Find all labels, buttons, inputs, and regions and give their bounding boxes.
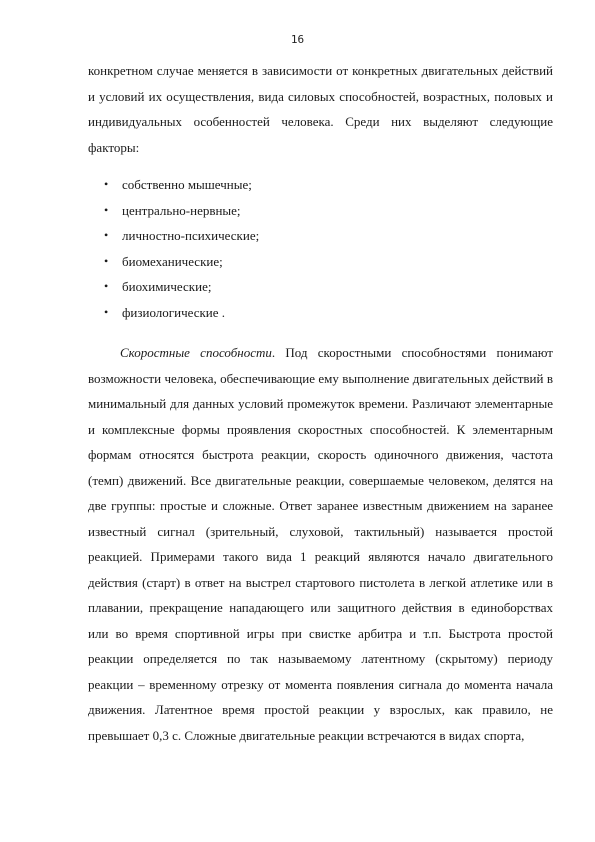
bullet-icon: •: [104, 279, 109, 293]
page-number: 16: [290, 33, 305, 46]
bullet-icon: •: [104, 177, 109, 191]
list-item: [104, 249, 259, 275]
list-item-text: личностно-психические;: [122, 228, 260, 243]
speed-lead-in: Скоростные способности: [120, 345, 272, 360]
factors-list: [104, 172, 259, 325]
bullet-icon: •: [104, 202, 109, 217]
list-item: [104, 300, 259, 326]
list-item: [104, 223, 259, 249]
list-item: [104, 274, 259, 300]
bullet-icon: •: [104, 304, 109, 319]
list-item-text: биохимические;: [122, 279, 212, 294]
intro-paragraph-block: [88, 58, 553, 160]
list-item: [104, 198, 259, 224]
bullet-icon: •: [104, 253, 109, 268]
list-item-text: собственно мышечные;: [122, 177, 252, 192]
list-item: [104, 172, 259, 198]
list-item-text: центрально-нервные;: [122, 202, 241, 218]
speed-body: . Под скоростными способностями понимают возможности человека, обеспечивающие ему выполнение двигательных действий в минимальный для данных условий промежуток времени. Различают элементарные и комплексные формы проявления скоростных способностей. К элементарным формам относятся быстрота реакции, скорость одиночного движения, частота (темп) движений. Все двигательные реакции, совершаемые человеком, делятся на две группы: простые и сложные. Ответ заранее известным движением на заранее известный сигнал (зрительный, слуховой, тактильный) называется простой реакцией. Примерами такого вида 1 реакций являются начало двигательного действия (старт) в ответ на выстрел стартового пистолета в легкой атлетике или в плавании, прекращение нападающего или защитного действия в единоборствах или во время спортивной игры при свистке арбитра и т.п. Быстрота простой реакции определяется по так называемому латентному (скрытому) периоду реакции – временному отрезку от момента появления сигнала до момента начала движения. Латентное время простой реакции у взрослых, как правило, не превышает 0,3 с. Сложные двигательные реакции встречаются в видах спорта,: [88, 345, 553, 743]
list-item-text: биомеханические;: [122, 253, 223, 269]
speed-paragraph: [88, 340, 553, 748]
list-item-text: физиологические .: [122, 304, 226, 320]
intro-paragraph: конкретном случае меняется в зависимости от конкретных двигательных действий и условий их осуществления, вида силовых способностей, возрастных, половых и индивидуальных особенностей человека. Среди них выделяют следующие факторы:: [88, 63, 553, 155]
speed-section-block: [88, 340, 553, 748]
bullet-icon: •: [104, 228, 109, 242]
